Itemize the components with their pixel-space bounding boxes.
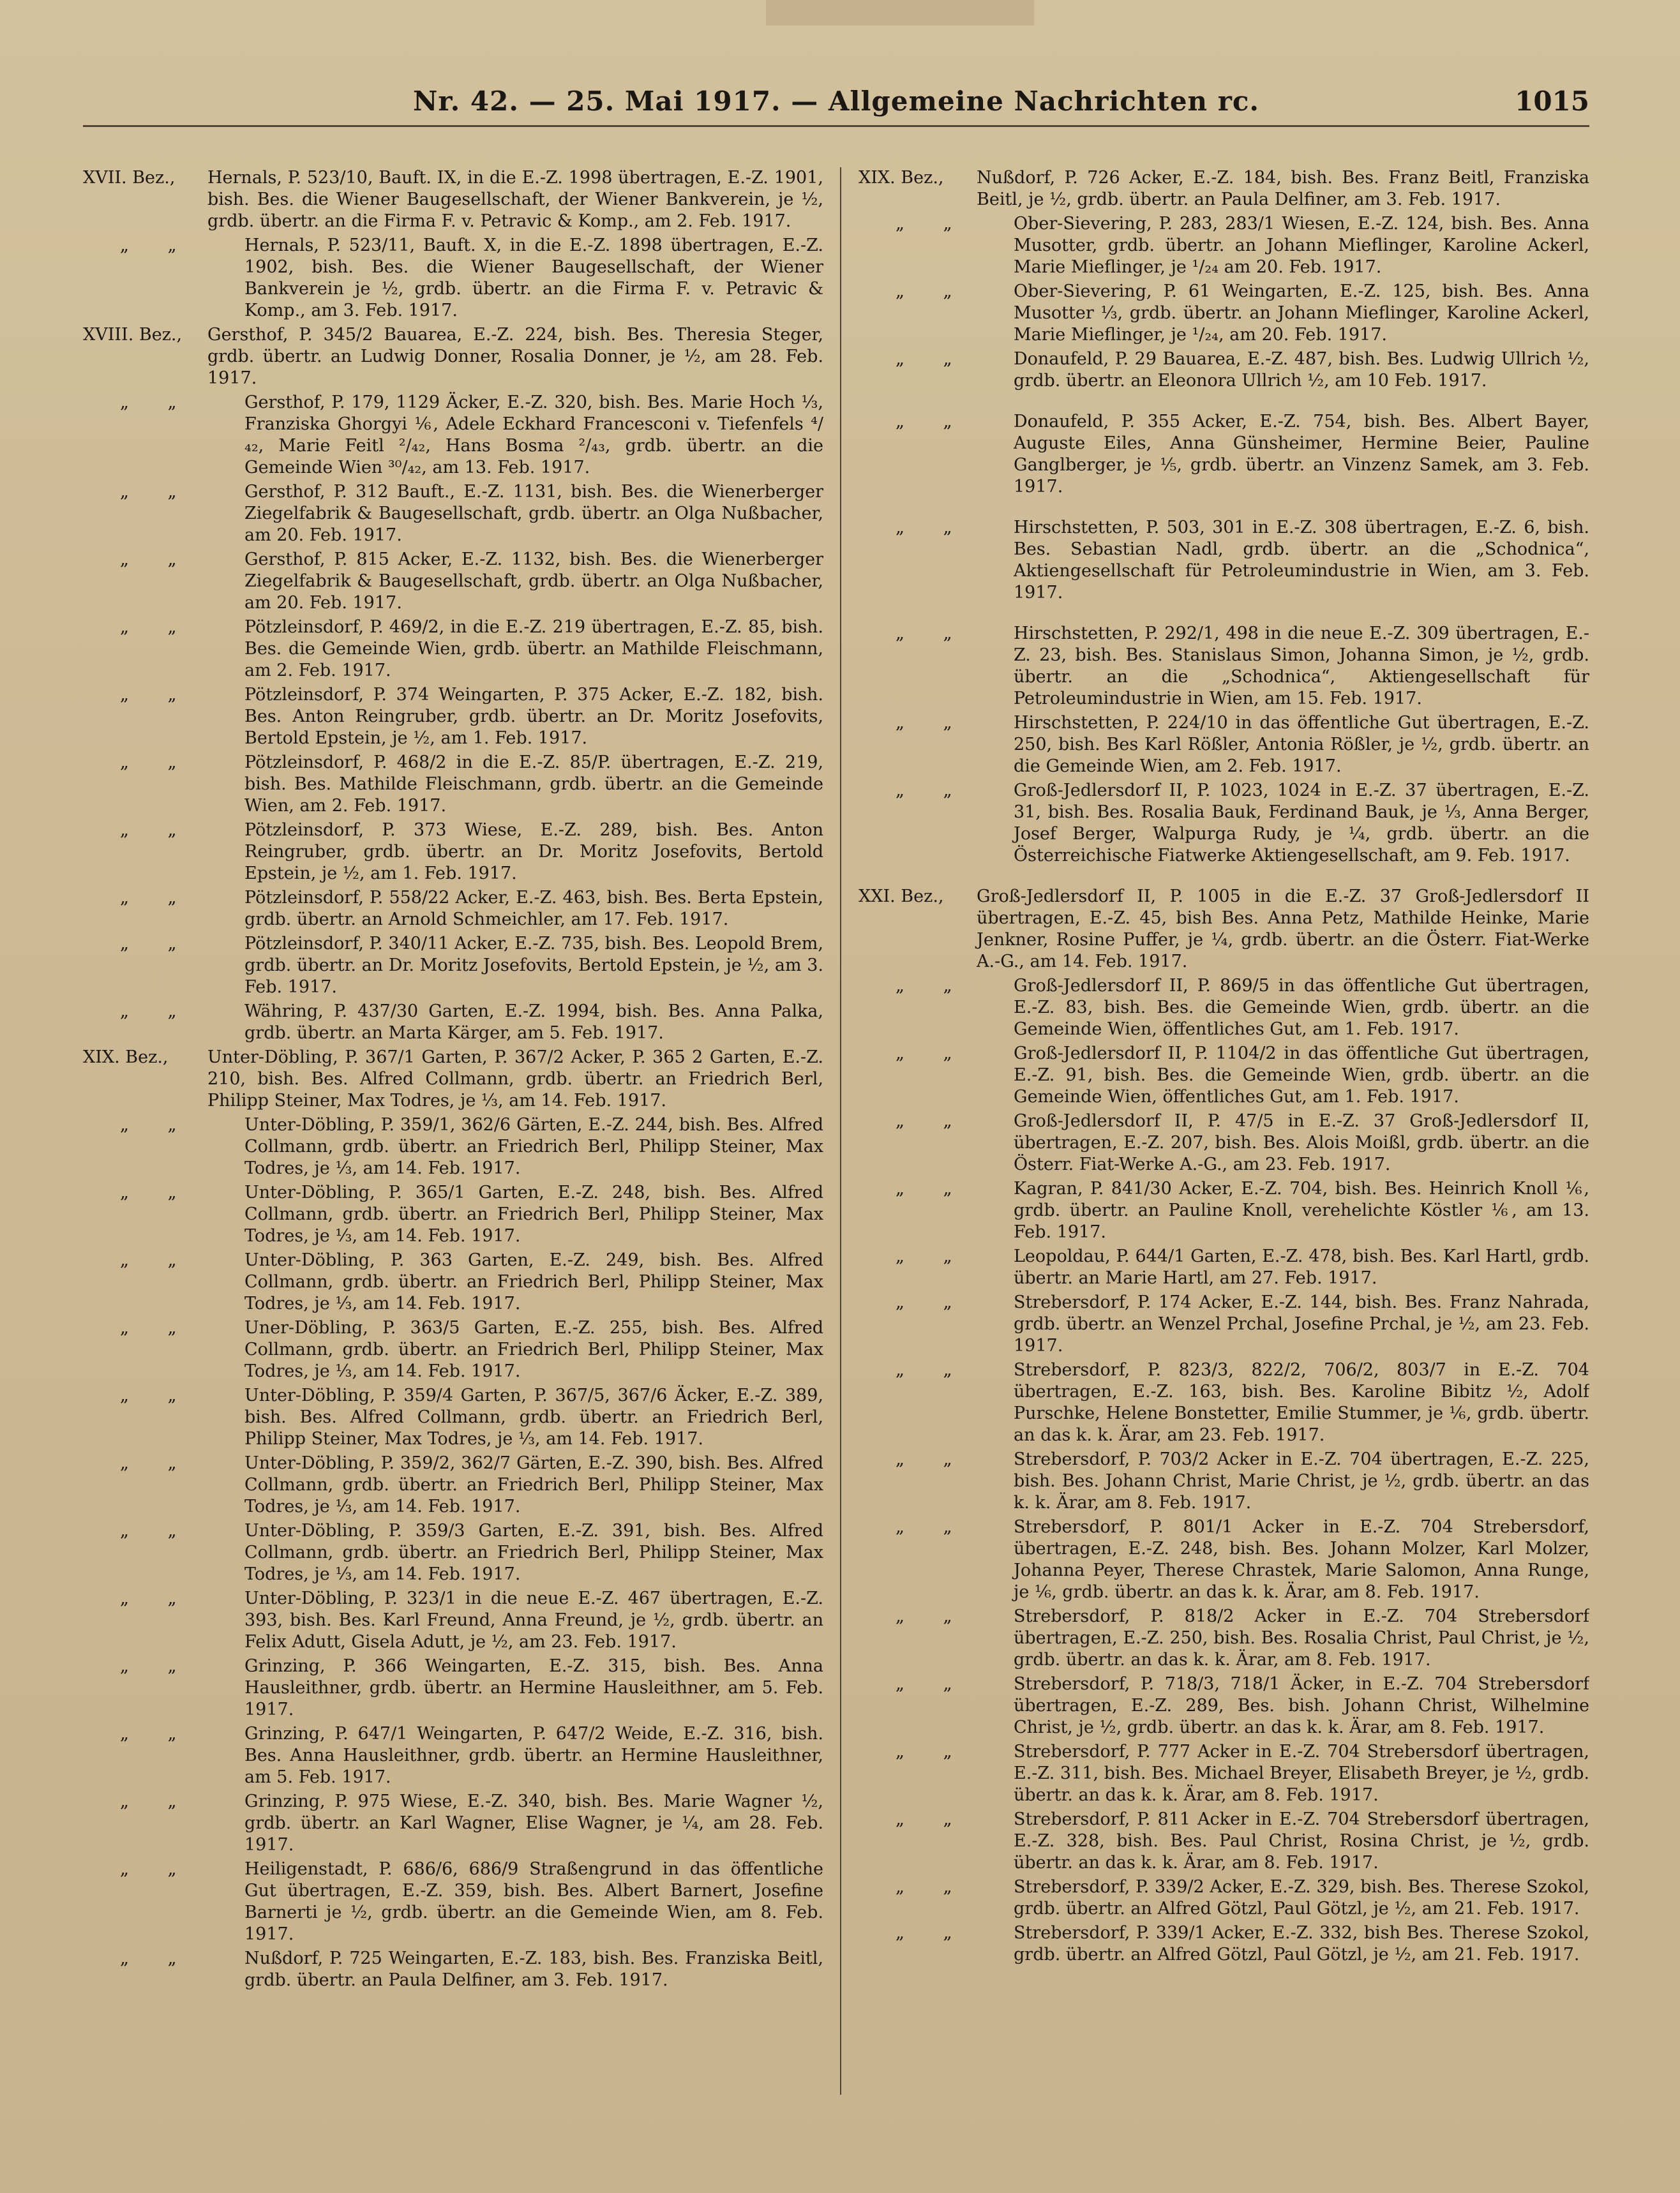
- entry-text: Uner-Döbling, P. 363/5 Garten, E.-Z. 255, bish. Bes. Alfred Collmann, grdb. übertr. an Friedrich Berl, Philipp Steiner, Max Todres, je ⅓, am 14. Feb. 1917.: [244, 1318, 823, 1381]
- district-label: XXI. Bez.,: [859, 887, 944, 906]
- register-entry: [859, 623, 1589, 710]
- district-label: „ „: [896, 1923, 969, 1943]
- entry-text: Unter-Döbling, P. 359/3 Garten, E.-Z. 391, bish. Bes. Alfred Collmann, grdb. übertr. an Friedrich Berl, Philipp Steiner, Max Todres, je ⅓, am 14. Feb. 1917.: [244, 1521, 823, 1584]
- district-label: „ „: [896, 781, 969, 800]
- entry-text: Strebersdorf, P. 718/3, 718/1 Äcker, in E.-Z. 704 Strebersdorf übertragen, E.-Z. 289, Bes. bish. Johann Christ, Wilhelmine Christ, je ½, grdb. übertr. an das k. k. Ärar, am 8. Feb. 1917.: [1014, 1674, 1589, 1737]
- entry-text: Strebersdorf, P. 339/2 Acker, E.-Z. 329, bish. Bes. Therese Szokol, grdb. übertr. an Alfred Götzl, Paul Götzl, je ½, am 21. Feb. 1917.: [1014, 1877, 1589, 1919]
- paper-stain: [766, 0, 1034, 26]
- district-label: „ „: [120, 393, 193, 412]
- district-label: „ „: [120, 685, 193, 705]
- register-entry: [859, 167, 1589, 211]
- register-entry: [859, 975, 1589, 1040]
- register-entry: [83, 1723, 823, 1788]
- register-entry: [83, 1047, 823, 1112]
- register-entry: [859, 1246, 1589, 1289]
- district-label: „ „: [896, 1179, 969, 1199]
- entry-text: Pötzleinsdorf, P. 374 Weingarten, P. 375 Acker, E.-Z. 182, bish. Bes. Anton Reingruber, grdb. übertr. an Dr. Moritz Josefovits, Bertold Epstein, je ½, am 1. Feb. 1917.: [244, 685, 823, 748]
- district-label: „ „: [896, 349, 969, 369]
- district-label: XVII. Bez.,: [83, 168, 176, 188]
- register-entry: [83, 1791, 823, 1856]
- register-entry: [83, 887, 823, 931]
- district-label: „ „: [896, 1360, 969, 1380]
- district-label: „ „: [120, 1859, 193, 1879]
- register-entry: [83, 1588, 823, 1653]
- entry-text: Unter-Döbling, P. 359/4 Garten, P. 367/5, 367/6 Äcker, E.-Z. 389, bish. Bes. Alfred Collmann, grdb. übertr. an Friedrich Berl, Philipp Steiner, Max Todres, je ⅓, am 14. Feb. 1917.: [244, 1386, 823, 1449]
- left-column: [83, 167, 823, 2120]
- district-label: „ „: [120, 1386, 193, 1405]
- district-label: „ „: [896, 518, 969, 537]
- entry-text: Unter-Döbling, P. 359/2, 362/7 Gärten, E.-Z. 390, bish. Bes. Alfred Collmann, grdb. übertr. an Friedrich Berl, Philipp Steiner, Max Todres, je ⅓, am 14. Feb. 1917.: [244, 1453, 823, 1516]
- district-label: „ „: [120, 1656, 193, 1676]
- district-label: XVIII. Bez.,: [83, 325, 183, 345]
- register-entry: [83, 1317, 823, 1382]
- entry-text: Groß-Jedlersdorf II, P. 1023, 1024 in E.-Z. 37 übertragen, E.-Z. 31, bish. Bes. Rosalia Bauk, Ferdinand Bauk, je ⅓, Anna Berger, Josef Berger, Walpurga Rudy, je ¼, grdb. übertr. an die Österreichische Fiatwerke Aktiengesellschaft, am 9. Feb. 1917.: [1014, 781, 1589, 865]
- entry-text: Grinzing, P. 647/1 Weingarten, P. 647/2 Weide, E.-Z. 316, bish. Bes. Anna Hausleithner, grdb. übertr. an Hermine Hausleithner, am 5. Feb. 1917.: [244, 1724, 823, 1787]
- entry-text: Kagran, P. 841/30 Acker, E.-Z. 704, bish. Bes. Heinrich Knoll ⅙, grdb. übertr. an Pauline Knoll, verehelichte Köstler ⅙, am 13. Feb. 1917.: [1014, 1179, 1589, 1242]
- register-entry: [859, 1516, 1589, 1603]
- register-entry: [83, 1520, 823, 1585]
- district-label: „ „: [120, 820, 193, 840]
- register-entry: [83, 167, 823, 232]
- entry-text: Ober-Sievering, P. 283, 283/1 Wiesen, E.-Z. 124, bish. Bes. Anna Musotter, grdb. übertr. an Johann Mieflinger, Karoline Ackerl, Marie Mieflinger, je ¹/₂₄ am 20. Feb. 1917.: [1014, 214, 1589, 277]
- district-label: „ „: [120, 1001, 193, 1021]
- district-label: „ „: [896, 713, 969, 733]
- register-entry: [859, 712, 1589, 777]
- district-label: „ „: [896, 214, 969, 234]
- entry-text: Strebersdorf, P. 777 Acker in E.-Z. 704 Strebersdorf übertragen, E.-Z. 311, bish. Bes. Michael Breyer, Elisabeth Breyer, je ½, grdb. übertr. an das k. k. Ärar, am 8. Feb. 1917.: [1014, 1742, 1589, 1805]
- entry-text: Grinzing, P. 975 Wiese, E.-Z. 340, bish. Bes. Marie Wagner ½, grdb. übertr. an Karl Wagner, Elise Wagner, je ¼, am 28. Feb. 1917.: [244, 1792, 823, 1855]
- district-label: „ „: [120, 617, 193, 637]
- entry-text: Pötzleinsdorf, P. 340/11 Acker, E.-Z. 735, bish. Bes. Leopold Brem, grdb. übertr. an Dr. Moritz Josefovits, Bertold Epstein, je ½, am 3. Feb. 1917.: [244, 934, 823, 997]
- entry-text: Leopoldau, P. 644/1 Garten, E.-Z. 478, bish. Bes. Karl Hartl, grdb. übertr. an Marie Hartl, am 27. Feb. 1917.: [1014, 1246, 1589, 1288]
- entry-text: Groß-Jedlersdorf II, P. 869/5 in das öffentliche Gut übertragen, E.-Z. 83, bish. Bes. die Gemeinde Wien, grdb. übertr. an die Gemeinde Wien, öffentliches Gut, am 1. Feb. 1917.: [1014, 976, 1589, 1039]
- register-entry: [859, 1876, 1589, 1920]
- district-label: „ „: [120, 1521, 193, 1541]
- entry-text: Unter-Döbling, P. 359/1, 362/6 Gärten, E.-Z. 244, bish. Bes. Alfred Collmann, grdb. übertr. an Friedrich Berl, Philipp Steiner, Max Todres, je ⅓, am 14. Feb. 1917.: [244, 1115, 823, 1178]
- district-label: „ „: [896, 281, 969, 301]
- register-entry: [859, 1606, 1589, 1671]
- register-entry: [859, 348, 1589, 392]
- entry-text: Donaufeld, P. 355 Acker, E.-Z. 754, bish. Bes. Albert Bayer, Auguste Eiles, Anna Günsheimer, Hermine Beier, Pauline Ganglberger, je ⅕, grdb. übertr. an Vinzenz Samek, am 3. Feb. 1917.: [1014, 412, 1589, 497]
- header-rule: [83, 125, 1589, 127]
- district-label: XIX. Bez.,: [859, 168, 944, 188]
- district-label: „ „: [896, 1606, 969, 1626]
- district-label: „ „: [120, 550, 193, 569]
- register-entry: [83, 1859, 823, 1945]
- entry-text: Pötzleinsdorf, P. 468/2 in die E.-Z. 85/P. übertragen, E.-Z. 219, bish. Bes. Mathilde Fleischmann, grdb. übertr. an die Gemeinde Wien, am 2. Feb. 1917.: [244, 752, 823, 816]
- entry-text: Nußdorf, P. 725 Weingarten, E.-Z. 183, bish. Bes. Franziska Beitl, grdb. übertr. an Paula Delfiner, am 3. Feb. 1917.: [244, 1949, 823, 1990]
- district-label: „ „: [120, 934, 193, 954]
- register-entry: [859, 1178, 1589, 1243]
- district-label: „ „: [896, 624, 969, 643]
- register-entry: [83, 933, 823, 998]
- entry-text: Donaufeld, P. 29 Bauarea, E.-Z. 487, bish. Bes. Ludwig Ullrich ½, grdb. übertr. an Eleonora Ullrich ½, am 10 Feb. 1917.: [1014, 349, 1589, 391]
- column-divider: [840, 167, 841, 2095]
- register-entry: [859, 1043, 1589, 1108]
- entry-text: Unter-Döbling, P. 367/1 Garten, P. 367/2 Acker, P. 365 2 Garten, E.-Z. 210, bish. Bes. Alfred Collmann, grdb. übertr. an Friedrich Berl, Philipp Steiner, Max Todres, je ⅓, am 14. Feb. 1917.: [207, 1047, 823, 1111]
- register-entry: [83, 1948, 823, 1991]
- district-label: „ „: [896, 1742, 969, 1762]
- page-header: [83, 80, 1589, 131]
- register-entry: [859, 281, 1589, 346]
- register-entry: [83, 1001, 823, 1044]
- register-entry: [859, 411, 1589, 498]
- district-label: „ „: [896, 1044, 969, 1063]
- register-entry: [83, 1453, 823, 1518]
- register-entry: [83, 1114, 823, 1179]
- entry-text: Pötzleinsdorf, P. 558/22 Acker, E.-Z. 463, bish. Bes. Berta Epstein, grdb. übertr. an Arnold Schmeichler, am 17. Feb. 1917.: [244, 888, 823, 929]
- page-title: Nr. 42. — 25. Mai 1917. — Allgemeine Nachrichten rc.: [412, 86, 1260, 117]
- entry-text: Unter-Döbling, P. 323/1 in die neue E.-Z. 467 übertragen, E.-Z. 393, bish. Bes. Karl Freund, Anna Freund, je ½, grdb. übertr. an Felix Adutt, Gisela Adutt, je ½, am 23. Feb. 1917.: [244, 1589, 823, 1652]
- entry-text: Gersthof, P. 179, 1129 Äcker, E.-Z. 320, bish. Bes. Marie Hoch ⅓, Franziska Ghorgyi ⅙, Adele Eckhard Francesconi v. Tiefenfels ⁴/₄₂, Marie Feitl ²/₄₂, Hans Bosma ²/₄₃, grdb. übertr. an die Gemeinde Wien ³⁰/₄₂, am 13. Feb. 1917.: [244, 393, 823, 477]
- district-label: „ „: [896, 1292, 969, 1312]
- entry-text: Groß-Jedlersdorf II, P. 1104/2 in das öffentliche Gut übertragen, E.-Z. 91, bish. Bes. die Gemeinde Wien, grdb. übertr. an die Gemeinde Wien, öffentliches Gut, am 1. Feb. 1917.: [1014, 1044, 1589, 1107]
- entry-text: Strebersdorf, P. 339/1 Acker, E.-Z. 332, bish Bes. Therese Szokol, grdb. übertr. an Alfred Götzl, Paul Götzl, je ½, am 21. Feb. 1917.: [1014, 1923, 1589, 1965]
- register-entry: [83, 481, 823, 546]
- district-label: „ „: [120, 1792, 193, 1811]
- register-entry: [83, 549, 823, 614]
- district-label: „ „: [120, 1724, 193, 1744]
- register-entry: [83, 752, 823, 817]
- register-entry: [83, 1182, 823, 1247]
- register-entry: [859, 1111, 1589, 1176]
- district-label: „ „: [120, 1318, 193, 1338]
- entry-text: Strebersdorf, P. 818/2 Acker in E.-Z. 704 Strebersdorf übertragen, E.-Z. 250, bish. Bes. Rosalia Christ, Paul Christ, je ½, grdb. übertr. an das k. k. Ärar, am 8. Feb. 1917.: [1014, 1606, 1589, 1670]
- entry-text: Strebersdorf, P. 823/3, 822/2, 706/2, 803/7 in E.-Z. 704 übertragen, E.-Z. 163, bish. Bes. Karoline Bibitz ½, Adolf Purschke, Helene Bonstetter, Emilie Stummer, je ⅙, grdb. übertr. an das k. k. Ärar, am 23. Feb. 1917.: [1014, 1360, 1589, 1445]
- district-label: „ „: [120, 1949, 193, 1968]
- entry-text: Gersthof, P. 312 Bauft., E.-Z. 1131, bish. Bes. die Wienerberger Ziegelfabrik & Baugesellschaft, grdb. übertr. an Olga Nußbacher, am 20. Feb. 1917.: [244, 482, 823, 545]
- district-label: „ „: [120, 1453, 193, 1473]
- entry-text: Pötzleinsdorf, P. 373 Wiese, E.-Z. 289, bish. Bes. Anton Reingruber, grdb. übertr. an Dr. Moritz Josefovits, Bertold Epstein, je ½, am 1. Feb. 1917.: [244, 820, 823, 883]
- entry-text: Gersthof, P. 815 Acker, E.-Z. 1132, bish. Bes. die Wienerberger Ziegelfabrik & Baugesellschaft, grdb. übertr. an Olga Nußbacher, am 20. Feb. 1917.: [244, 550, 823, 613]
- district-label: „ „: [120, 888, 193, 908]
- register-entry: [83, 235, 823, 322]
- entry-text: Strebersdorf, P. 811 Acker in E.-Z. 704 Strebersdorf übertragen, E.-Z. 328, bish. Bes. Paul Christ, Rosina Christ, je ½, grdb. übertr. an das k. k. Ärar, am 8. Feb. 1917.: [1014, 1809, 1589, 1873]
- register-entry: [859, 213, 1589, 278]
- entry-text: Hernals, P. 523/11, Bauft. X, in die E.-Z. 1898 übertragen, E.-Z. 1902, bish. Bes. die Wiener Baugesellschaft, der Wiener Bankverein je ½, grdb. übertr. an die Firma F. v. Petravic & Komp., am 3. Feb. 1917.: [244, 236, 823, 320]
- district-label: „ „: [896, 1449, 969, 1469]
- register-entry: [859, 1809, 1589, 1874]
- entry-text: Nußdorf, P. 726 Acker, E.-Z. 184, bish. Bes. Franz Beitl, Franziska Beitl, je ½, grdb. übertr. an Paula Delfiner, am 3. Feb. 1917.: [977, 168, 1589, 209]
- entry-text: Heiligenstadt, P. 686/6, 686/9 Straßengrund in das öffentliche Gut übertragen, E.-Z. 359, bish. Bes. Albert Barnert, Josefine Barnerti je ½, grdb. übertr. an die Gemeinde Wien, am 8. Feb. 1917.: [244, 1859, 823, 1944]
- register-entry: [859, 1673, 1589, 1739]
- register-entry: [83, 820, 823, 885]
- district-label: „ „: [896, 412, 969, 431]
- register-entry: [83, 684, 823, 749]
- entry-text: Unter-Döbling, P. 363 Garten, E.-Z. 249, bish. Bes. Alfred Collmann, grdb. übertr. an Friedrich Berl, Philipp Steiner, Max Todres, je ⅓, am 14. Feb. 1917.: [244, 1250, 823, 1314]
- register-entry: [83, 1385, 823, 1450]
- entry-text: Ober-Sievering, P. 61 Weingarten, E.-Z. 125, bish. Bes. Anna Musotter ⅓, grdb. übertr. an Johann Mieflinger, Karoline Ackerl, Marie Mieflinger, je ¹/₂₄, am 20. Feb. 1917.: [1014, 281, 1589, 345]
- district-label: „ „: [120, 1115, 193, 1135]
- district-label: „ „: [896, 1517, 969, 1537]
- district-label: „ „: [896, 1674, 969, 1694]
- entry-text: Hirschstetten, P. 503, 301 in E.-Z. 308 übertragen, E.-Z. 6, bish. Bes. Sebastian Nadl, grdb. übertr. an die „Schodnica“, Aktiengesellschaft für Petroleumindustrie in Wien, am 3. Feb. 1917.: [1014, 518, 1589, 603]
- page-number: 1015: [1515, 86, 1589, 117]
- register-entry: [859, 1741, 1589, 1806]
- register-entry: [859, 1292, 1589, 1357]
- entry-text: Hirschstetten, P. 224/10 in das öffentliche Gut übertragen, E.-Z. 250, bish. Bes Karl Rößler, Antonia Rößler, je ½, grdb. übertr. an die Gemeinde Wien, am 2. Feb. 1917.: [1014, 713, 1589, 776]
- district-label: „ „: [120, 1250, 193, 1270]
- register-entry: [859, 1449, 1589, 1514]
- entry-text: Groß-Jedlersdorf II, P. 1005 in die E.-Z. 37 Groß-Jedlersdorf II übertragen, E.-Z. 45, bish Bes. Anna Petz, Mathilde Heinke, Marie Jenkner, Rosine Puffer, je ¼, grdb. übertr. an die Österr. Fiat-Werke A.-G., am 14. Feb. 1917.: [977, 887, 1589, 971]
- entry-text: Unter-Döbling, P. 365/1 Garten, E.-Z. 248, bish. Bes. Alfred Collmann, grdb. übertr. an Friedrich Berl, Philipp Steiner, Max Todres, je ⅓, am 14. Feb. 1917.: [244, 1183, 823, 1246]
- register-entry: [859, 517, 1589, 604]
- entry-text: Groß-Jedlersdorf II, P. 47/5 in E.-Z. 37 Groß-Jedlersdorf II, übertragen, E.-Z. 207, bish. Bes. Alois Moißl, grdb. übertr. an die Österr. Fiat-Werke A.-G., am 23. Feb. 1917.: [1014, 1111, 1589, 1174]
- register-entry: [83, 1250, 823, 1315]
- entry-text: Gersthof, P. 345/2 Bauarea, E.-Z. 224, bish. Bes. Theresia Steger, grdb. übertr. an Ludwig Donner, Rosalia Donner, je ½, am 28. Feb. 1917.: [207, 325, 823, 388]
- district-label: „ „: [120, 1183, 193, 1202]
- register-entry: [83, 1656, 823, 1721]
- district-label: „ „: [120, 752, 193, 772]
- entry-text: Strebersdorf, P. 174 Acker, E.-Z. 144, bish. Bes. Franz Nahrada, grdb. übertr. an Wenzel Prchal, Josefine Prchal, je ½, am 23. Feb. 1917.: [1014, 1292, 1589, 1356]
- district-label: „ „: [120, 1589, 193, 1608]
- district-label: „ „: [896, 1246, 969, 1266]
- register-entry: [859, 780, 1589, 867]
- district-label: „ „: [896, 1809, 969, 1829]
- entry-text: Hernals, P. 523/10, Bauft. IX, in die E.-Z. 1998 übertragen, E.-Z. 1901, bish. Bes. die Wiener Baugesellschaft, der Wiener Bankverein, je ½, grdb. übertr. an die Firma F. v. Petravic & Komp., am 2. Feb. 1917.: [207, 168, 823, 231]
- district-label: „ „: [896, 976, 969, 996]
- district-label: „ „: [896, 1877, 969, 1897]
- right-column: [859, 167, 1589, 2120]
- entry-text: Strebersdorf, P. 801/1 Acker in E.-Z. 704 Strebersdorf, übertragen, E.-Z. 248, bish. Bes. Johann Molzer, Karl Molzer, Johanna Peyer, Therese Chrastek, Marie Salomon, Anna Runge, je ⅙, grdb. übertr. an das k. k. Ärar, am 8. Feb. 1917.: [1014, 1517, 1589, 1602]
- register-entry: [859, 1922, 1589, 1966]
- district-label: „ „: [120, 482, 193, 502]
- entry-text: Grinzing, P. 366 Weingarten, E.-Z. 315, bish. Bes. Anna Hausleithner, grdb. übertr. an Hermine Hausleithner, am 5. Feb. 1917.: [244, 1656, 823, 1719]
- entry-text: Hirschstetten, P. 292/1, 498 in die neue E.-Z. 309 übertragen, E.-Z. 23, bish. Bes. Stanislaus Simon, Johanna Simon, je ½, grdb. übertr. an die „Schodnica“, Aktiengesellschaft für Petroleumindustrie in Wien, am 15. Feb. 1917.: [1014, 624, 1589, 708]
- register-entry: [83, 392, 823, 479]
- entry-text: Pötzleinsdorf, P. 469/2, in die E.-Z. 219 übertragen, E.-Z. 85, bish. Bes. die Gemeinde Wien, grdb. übertr. an Mathilde Fleischmann, am 2. Feb. 1917.: [244, 617, 823, 680]
- register-entry: [859, 1359, 1589, 1446]
- register-entry: [83, 324, 823, 389]
- entry-text: Strebersdorf, P. 703/2 Acker in E.-Z. 704 übertragen, E.-Z. 225, bish. Bes. Johann Christ, Marie Christ, je ½, grdb. übertr. an das k. k. Ärar, am 8. Feb. 1917.: [1014, 1449, 1589, 1513]
- entry-text: Währing, P. 437/30 Garten, E.-Z. 1994, bish. Bes. Anna Palka, grdb. übertr. an Marta Kärger, am 5. Feb. 1917.: [244, 1001, 823, 1043]
- district-label: „ „: [896, 1111, 969, 1131]
- district-label: „ „: [120, 236, 193, 255]
- district-label: XIX. Bez.,: [83, 1047, 169, 1067]
- register-entry: [83, 617, 823, 682]
- register-entry: [859, 886, 1589, 973]
